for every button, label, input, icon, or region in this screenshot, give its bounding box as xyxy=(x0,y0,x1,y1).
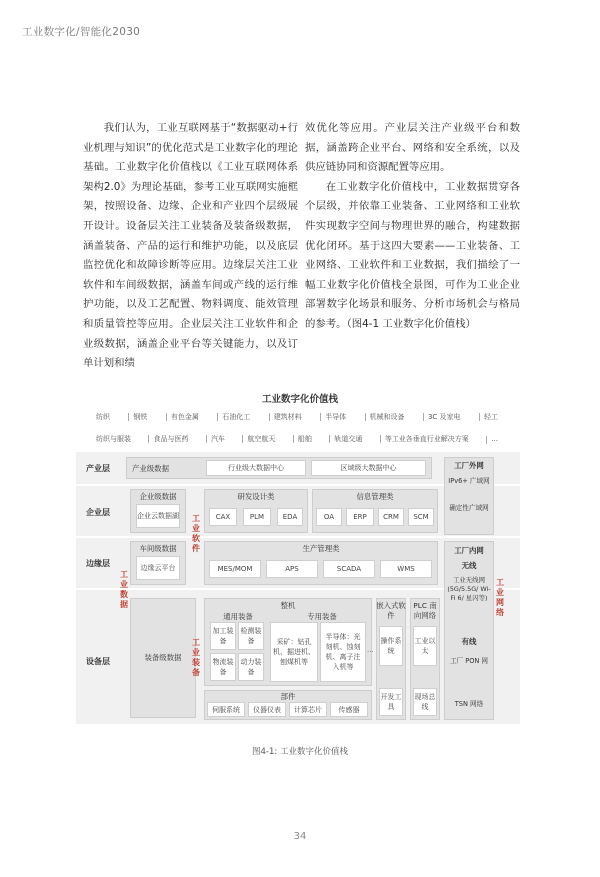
enterprise-layer-label: 企业层 xyxy=(86,508,110,517)
machine-title: 整机 xyxy=(280,601,296,610)
figure-title: 工业数字化价值栈 xyxy=(261,394,338,405)
production-item: MES/MOM xyxy=(209,560,261,578)
edge-cloud-platform: 边缘云平台 xyxy=(136,556,180,580)
paragraph: 我们认为，工业互联网基于“数据驱动+行业机理与知识”的优化范式是工业数字化的理论基础。工业数字化价值栈以《工业互联网体系架构2.0》为理论基础，参考工业互联网实施框架，按照设备、边缘、企业和产业四个层级展开设计。设备层关注工业装备及装备级数据，涵盖装备、产品的运行和维护功能，以及底层监控优化和故障诊断等应用。边缘层关注工业软件和车间级数据，涵盖车间或产线的运行维护功能，以及工艺配置、物料调度、能效管理和质量管控等应用。企业层关注工业软件和企业级数据，涵盖企业平台等关键能力，以及订单计划和绩 xyxy=(83,122,298,370)
industrial-data-vlabel: 工业数据 xyxy=(120,570,128,609)
industry-tag: 纺织 xyxy=(96,413,110,421)
parts-title: 部件 xyxy=(280,692,296,701)
equipment-data-label: 装备级数据 xyxy=(144,653,182,662)
industry-tag: 汽车 xyxy=(207,434,229,444)
plc-item: 工业以太 xyxy=(413,626,437,666)
figure-caption: 图4-1: 工业数字化价值栈 xyxy=(252,747,348,757)
industry-tags-row-2 xyxy=(92,434,502,444)
general-equipment-item: 动力装备 xyxy=(238,653,264,681)
special-equipment-item: 半导体：光刻机、蚀刻机、离子注入机等 xyxy=(320,622,366,682)
general-equipment-item: 物流装备 xyxy=(210,653,236,681)
device-layer-label: 设备层 xyxy=(86,657,110,666)
internal-network-title: 工厂内网 xyxy=(454,546,484,555)
production-item: SCADA xyxy=(323,560,375,578)
rd-design-title: 研发设计类 xyxy=(237,492,275,501)
industry-tag: 食品与医药 xyxy=(149,434,192,444)
parts-item: 计算芯片 xyxy=(289,702,327,717)
body-column-right xyxy=(305,119,520,335)
body-column-left xyxy=(83,119,298,374)
info-item: CRM xyxy=(378,508,404,526)
wireless-title: 无线 xyxy=(461,561,477,570)
industrial-equipment-vlabel: 工业装备 xyxy=(192,638,200,677)
workshop-data-title: 车间级数据 xyxy=(139,544,177,553)
industry-data-label: 产业级数据 xyxy=(132,464,169,473)
edge-layer-label: 边缘层 xyxy=(86,559,110,568)
industry-tag: 钢铁 xyxy=(129,412,151,422)
regional-platform: 区域级大数据中心 xyxy=(311,460,426,476)
wired-item: TSN 网络 xyxy=(454,700,484,708)
industry-tag: 有色金属 xyxy=(167,412,203,422)
info-item: ERP xyxy=(346,508,374,526)
industrial-software-vlabel: 工业软件 xyxy=(192,514,200,553)
industry-tag: 船舶 xyxy=(294,434,316,444)
special-equipment-item: 采矿：钻孔机、掘进机、刨煤机等 xyxy=(270,622,318,682)
rd-item: EDA xyxy=(277,508,303,526)
paragraph: 在工业数字化价值栈中，工业数据贯穿各个层级，并依靠工业装备、工业网络和工业软件实现数字空间与物理世界的融合，构建数据优化闭环。基于这四大要素——工业装备、工业网络、工业软件和工业数据，我们描绘了一幅工业数字化价值栈全景图，可作为工业企业部署数字化场景和服务、分析市场机会与格局的参考。（图4-1 工业数字化价值栈） xyxy=(305,180,520,330)
plc-item: 现场总线 xyxy=(413,688,437,716)
production-item: APS xyxy=(266,560,318,578)
industry-tag: ... xyxy=(487,435,502,443)
production-item: WMS xyxy=(380,560,432,578)
industry-tags-row-1 xyxy=(92,412,502,422)
parts-item: 仪器仪表 xyxy=(248,702,286,717)
embedded-item: 操作系统 xyxy=(379,626,403,666)
general-equipment-item: 检测装备 xyxy=(238,622,264,650)
plc-network-title: PLC 南向网络 xyxy=(413,601,437,620)
paragraph-continued: 效优化等应用。产业层关注产业级平台和数据，涵盖跨企业平台、网络和安全系统，以及供应链协同和资源配置等应用。 xyxy=(305,122,520,174)
wired-title: 有线 xyxy=(461,637,477,646)
industry-tag: 轨道交通 xyxy=(330,434,366,444)
industry-tag: 半导体 xyxy=(321,412,350,422)
industrial-network-vlabel: 工业网络 xyxy=(496,578,504,617)
wireless-item: 工业无线网 (5G/5.5G/ Wi-Fi 6/ 星闪等) xyxy=(447,576,491,602)
rd-item: PLM xyxy=(243,508,271,526)
rd-item: CAX xyxy=(209,508,237,526)
industry-tag: 3C 及家电 xyxy=(424,412,465,422)
wired-item: 工厂 PON 网 xyxy=(449,657,489,665)
industry-platform: 行业级大数据中心 xyxy=(206,460,306,476)
industry-tag: 纺织与服装 xyxy=(96,435,131,443)
industry-tag: 建筑材料 xyxy=(270,412,306,422)
embedded-item: 开发工具 xyxy=(379,688,403,716)
industry-tag: 等工业各垂直行业解决方案 xyxy=(381,434,473,444)
info-mgmt-title: 信息管理类 xyxy=(356,492,394,501)
running-header: 工业数字化/智能化2030 xyxy=(22,26,141,38)
general-equipment-title: 通用装备 xyxy=(223,612,253,621)
external-network-item: 确定性广域网 xyxy=(449,504,489,512)
page-number: 34 xyxy=(293,831,307,842)
external-network-item: IPv6+ 广域网 xyxy=(448,477,490,485)
industry-layer-label: 产业层 xyxy=(86,464,110,473)
value-stack-diagram xyxy=(76,452,520,724)
industry-tag: 石油化工 xyxy=(218,412,254,422)
parts-item: 传感器 xyxy=(330,702,368,717)
production-mgmt-title: 生产管理类 xyxy=(302,544,340,553)
enterprise-data-lake: 企业云数据湖 xyxy=(136,504,180,528)
embedded-software-title: 嵌入式软件 xyxy=(376,601,406,620)
industry-tag: 轻工 xyxy=(480,412,502,422)
more-ellipsis: ... xyxy=(367,646,374,654)
external-network-title: 工厂外网 xyxy=(454,461,484,470)
industry-tag: 机械和设备 xyxy=(366,412,409,422)
enterprise-data-title: 企业级数据 xyxy=(139,492,177,501)
industry-tag: 航空航天 xyxy=(243,434,279,444)
info-item: OA xyxy=(316,508,342,526)
general-equipment-item: 加工装备 xyxy=(210,622,236,650)
info-item: SCM xyxy=(408,508,434,526)
parts-item: 伺服系统 xyxy=(207,702,245,717)
special-equipment-title: 专用装备 xyxy=(307,612,337,621)
